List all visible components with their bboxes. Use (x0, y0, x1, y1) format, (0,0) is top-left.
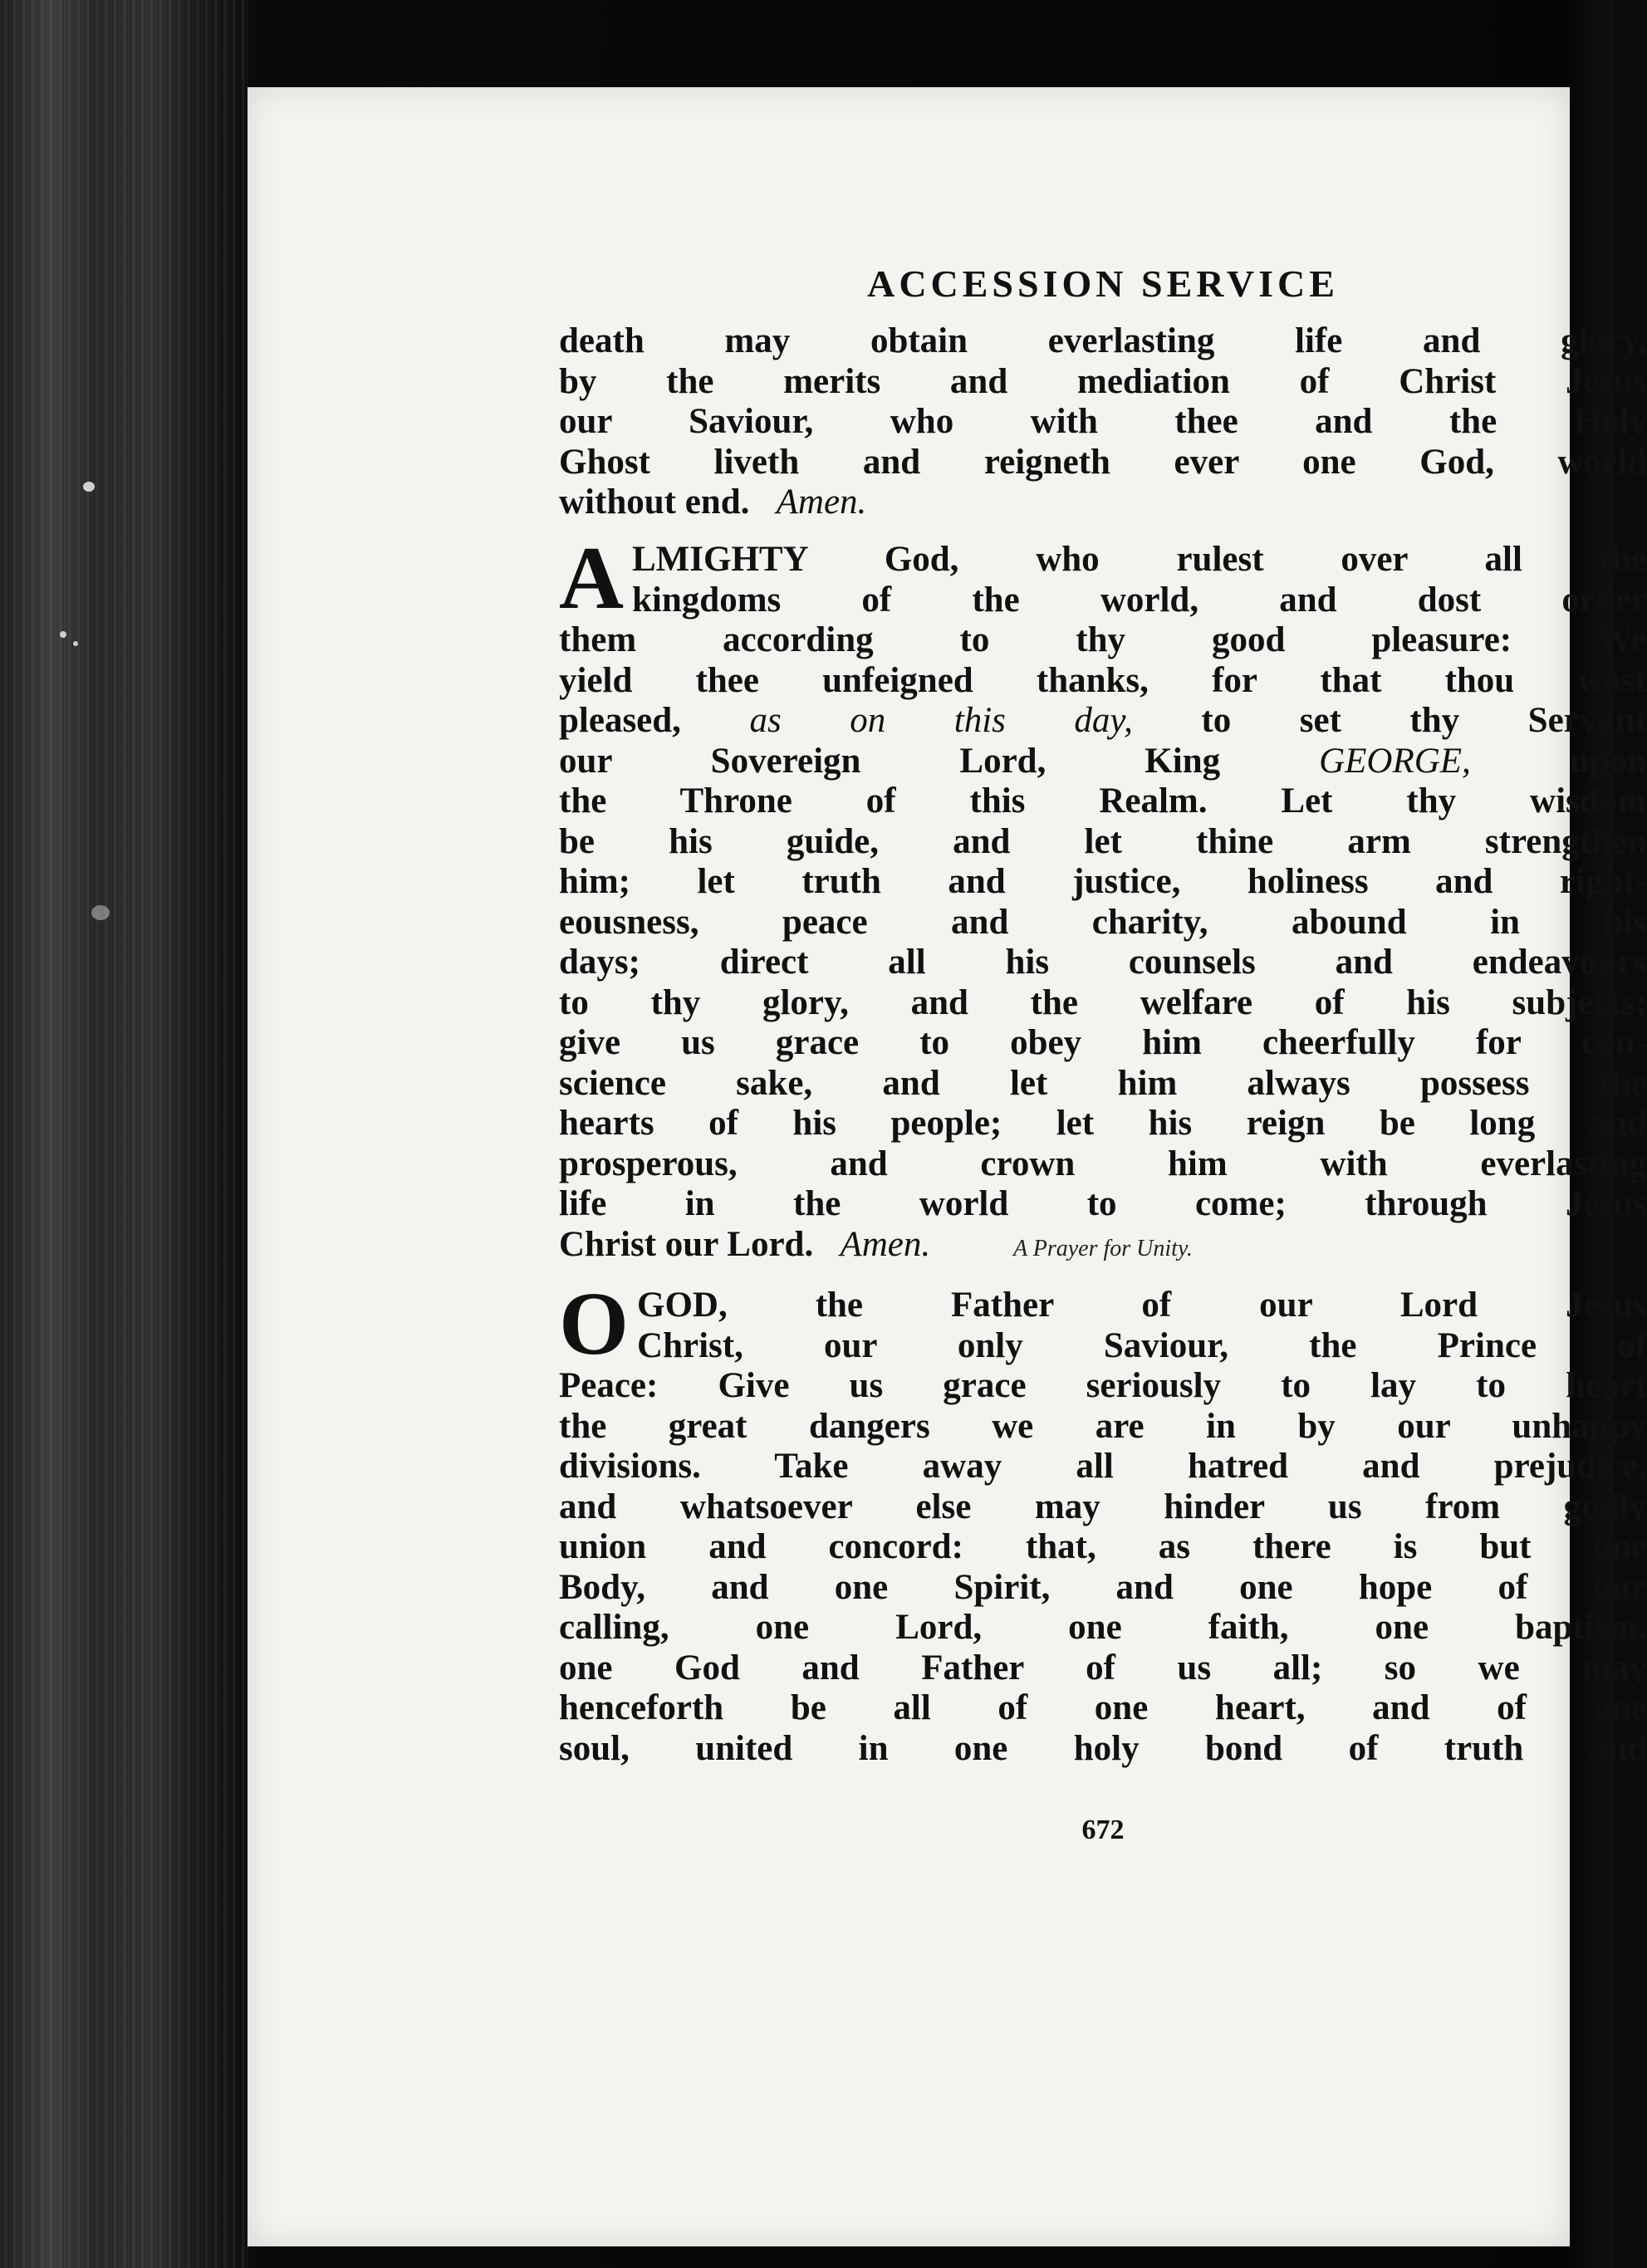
text-line: science sake, and let him always possess the (559, 1063, 1647, 1103)
scan-speck (60, 631, 66, 638)
scan-speck (91, 905, 110, 920)
prayer-for-unity (559, 1275, 1647, 1769)
text-line: days; direct all his counsels and endeavours (559, 943, 1647, 982)
text-line: soul, united in one holy bond of truth and (559, 1728, 1647, 1768)
scan-speck (83, 482, 95, 492)
text-line: hearts of his people; let his reign be long and (559, 1104, 1647, 1143)
text-line: prosperous, and crown him with everlasting (559, 1144, 1647, 1183)
text-line: one God and Father of us all; so we may (559, 1648, 1647, 1688)
text-line: Peace: Give us grace seriously to lay to heart (559, 1366, 1647, 1405)
text-line: Christ, our only Saviour, the Prince of (637, 1325, 1647, 1365)
text-line: union and concord: that, as there is but one (559, 1527, 1647, 1566)
section-caption: A Prayer for Unity. (1013, 1236, 1193, 1261)
scan-speck (73, 641, 78, 646)
running-head: ACCESSION SERVICE (867, 262, 1339, 305)
text-fragment: without end. (559, 483, 750, 522)
text-line (559, 742, 1647, 782)
text-line: him; let truth and justice, holiness and right- (559, 862, 1647, 901)
text-line: Ghost liveth and reigneth ever one God, world (559, 442, 1647, 482)
text-line: henceforth be all of one heart, and of one (559, 1688, 1647, 1727)
text-line: Body, and one Spirit, and one hope of our (559, 1567, 1647, 1607)
text-line: give us grace to obey him cheerfully for con- (559, 1023, 1647, 1062)
text-line: and whatsoever else may hinder us from godly (559, 1487, 1647, 1526)
book-page (248, 87, 1647, 2246)
text-line: be his guide, and let thine arm strengthen (559, 821, 1647, 861)
text-line: kingdoms of the world, and dost order (632, 580, 1647, 620)
drop-cap: A (559, 529, 624, 628)
amen-text: Amen. (840, 1224, 931, 1264)
text-fragment: Christ our Lord. (559, 1224, 814, 1264)
text-line: LMIGHTY God, who rulest over all the (632, 540, 1647, 579)
text-fragment: to set thy Servant (1201, 701, 1647, 740)
text-line: the great dangers we are in by our unhappy (559, 1406, 1647, 1446)
text-line: divisions. Take away all hatred and prejudice, (559, 1447, 1647, 1486)
king-name: GEORGE, (1319, 741, 1471, 781)
italic-phrase: as on this day, (749, 701, 1133, 740)
text-fragment: upon (1569, 741, 1647, 781)
text-fragment: our Sovereign Lord, King (559, 741, 1221, 781)
text-line (559, 483, 1647, 523)
text-line: calling, one Lord, one faith, one baptism, (559, 1608, 1647, 1647)
text-line: death may obtain everlasting life and glory, (559, 321, 1647, 360)
paragraph-continuation (559, 321, 1647, 523)
text-line: to thy glory, and the welfare of his subjects; (559, 982, 1647, 1022)
text-fragment: pleased, (559, 701, 681, 740)
text-line: yield thee unfeigned thanks, for that thou wast (559, 660, 1647, 700)
page-number: 672 (1081, 1815, 1125, 1845)
amen-text: Amen. (776, 483, 867, 522)
drop-cap: O (559, 1275, 630, 1374)
text-line: our Saviour, who with thee and the Holy (559, 402, 1647, 441)
text-line: the Throne of this Realm. Let thy wisdom (559, 781, 1647, 820)
text-line (559, 701, 1647, 742)
text-line: life in the world to come; through Jesus (559, 1184, 1647, 1223)
scan-edge-streaks (0, 0, 249, 2268)
accession-prayer (559, 529, 1647, 1265)
text-line: by the merits and mediation of Christ Jesus (559, 361, 1647, 401)
text-line: them according to thy good pleasure: We (559, 620, 1647, 659)
text-line: eousness, peace and charity, abound in his (559, 902, 1647, 942)
text-line: GOD, the Father of our Lord Jesus (637, 1286, 1647, 1325)
